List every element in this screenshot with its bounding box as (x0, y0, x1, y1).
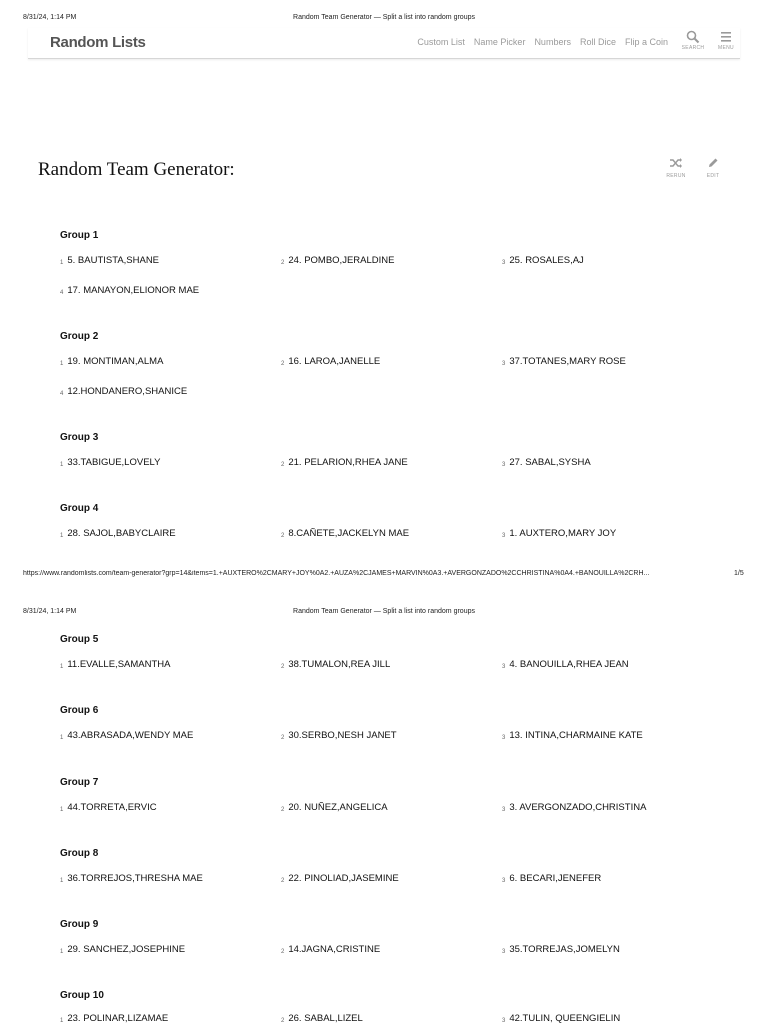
member-name: 37.TOTANES,MARY ROSE (509, 356, 626, 367)
group-member (502, 873, 601, 884)
member-index: 3 (502, 664, 506, 670)
member-index: 3 (502, 878, 506, 884)
menu-icon (720, 30, 732, 44)
group-member (281, 659, 390, 670)
member-name: 44.TORRETA,ERVIC (67, 802, 157, 813)
group-title: Group 5 (60, 634, 99, 645)
group-member (502, 457, 591, 468)
member-index: 3 (502, 533, 506, 539)
member-index: 1 (60, 361, 64, 367)
group-title: Group 7 (60, 777, 99, 788)
group-member (281, 255, 394, 266)
member-index: 1 (60, 533, 64, 539)
member-index: 2 (281, 361, 285, 367)
group-member (60, 873, 203, 884)
member-index: 3 (502, 260, 506, 266)
group-title: Group 2 (60, 331, 99, 342)
group-member (60, 659, 170, 670)
group-member (60, 944, 185, 955)
group-member (281, 356, 380, 367)
group-member (60, 457, 160, 468)
member-index: 4 (60, 290, 64, 296)
group-member (60, 255, 159, 266)
member-index: 1 (60, 878, 64, 884)
member-name: 25. ROSALES,AJ (509, 255, 584, 266)
group-member (502, 802, 646, 813)
group-member (502, 944, 620, 955)
member-index: 3 (502, 1018, 506, 1024)
edit-label: EDIT (706, 173, 720, 179)
member-index: 1 (60, 949, 64, 955)
member-name: 43.ABRASADA,WENDY MAE (67, 730, 194, 741)
group-title: Group 8 (60, 848, 99, 859)
nav-numbers[interactable]: Numbers (534, 37, 571, 47)
group-member (281, 944, 380, 955)
search-icon (686, 30, 700, 44)
member-name: 35.TORREJAS,JOMELYN (509, 944, 620, 955)
member-name: 20. NUÑEZ,ANGELICA (288, 802, 388, 813)
nav-roll-dice[interactable]: Roll Dice (579, 37, 616, 47)
member-name: 42.TULIN, QUEENGIELIN (509, 1013, 621, 1024)
member-index: 2 (281, 1018, 285, 1024)
member-index: 2 (281, 533, 285, 539)
member-index: 1 (60, 735, 64, 741)
member-name: 38.TUMALON,REA JILL (288, 659, 391, 670)
group-member (281, 528, 409, 539)
member-index: 3 (502, 361, 506, 367)
group-member (502, 730, 643, 741)
member-name: 1. AUXTERO,MARY JOY (509, 528, 617, 539)
group-title: Group 10 (60, 990, 104, 1001)
member-index: 2 (281, 949, 285, 955)
group-member (281, 1013, 363, 1024)
edit-button[interactable] (699, 157, 727, 179)
group-member (60, 528, 176, 539)
group-member (281, 802, 388, 813)
group-member (60, 356, 163, 367)
member-index: 3 (502, 949, 506, 955)
member-index: 1 (60, 807, 64, 813)
print-date: 8/31/24, 1:14 PM (23, 14, 77, 21)
member-name: 27. SABAL,SYSHA (509, 457, 591, 468)
member-index: 3 (502, 462, 506, 468)
member-name: 3. AVERGONZADO,CHRISTINA (509, 802, 647, 813)
member-name: 17. MANAYON,ELIONOR MAE (67, 285, 200, 296)
member-name: 19. MONTIMAN,ALMA (67, 356, 164, 367)
member-name: 26. SABAL,LIZEL (288, 1013, 363, 1024)
menu-label: MENU (718, 45, 734, 51)
member-name: 24. POMBO,JERALDINE (288, 255, 395, 266)
nav-flip-a-coin[interactable]: Flip a Coin (624, 37, 668, 47)
group-member (60, 802, 157, 813)
menu-button[interactable] (711, 30, 741, 51)
member-index: 1 (60, 1018, 64, 1024)
member-index: 1 (60, 664, 64, 670)
print-url: https://www.randomlists.com/team-generator?grp=14&items=1.+AUXTERO%2CMARY+JOY%0A2.+AUZA%2CJAMES+MARVIN%0A3.+AVERGONZADO%2CCHRISTINA%0A4.+BANOUILLA%2CRH... (23, 570, 650, 577)
site-header (28, 28, 740, 59)
rerun-button[interactable] (662, 157, 690, 179)
member-name: 13. INTINA,CHARMAINE KATE (509, 730, 643, 741)
print-date: 8/31/24, 1:14 PM (23, 608, 77, 615)
member-name: 14.JAGNA,CRISTINE (288, 944, 381, 955)
nav-name-picker[interactable]: Name Picker (473, 37, 526, 47)
member-name: 36.TORREJOS,THRESHA MAE (67, 873, 203, 884)
member-name: 22. PINOLIAD,JASEMINE (288, 873, 399, 884)
member-index: 2 (281, 664, 285, 670)
print-title: Random Team Generator — Split a list into random groups (293, 14, 475, 21)
member-name: 33.TABIGUE,LOVELY (67, 457, 161, 468)
print-header (0, 14, 768, 28)
print-title: Random Team Generator — Split a list into random groups (293, 608, 475, 615)
group-member (60, 730, 193, 741)
group-member (502, 255, 584, 266)
member-index: 2 (281, 807, 285, 813)
member-index: 1 (60, 260, 64, 266)
main-nav (417, 37, 668, 47)
member-index: 2 (281, 878, 285, 884)
site-logo[interactable]: Random Lists (50, 34, 146, 51)
group-member (60, 285, 199, 296)
member-name: 4. BANOUILLA,RHEA JEAN (509, 659, 629, 670)
group-title: Group 1 (60, 230, 99, 241)
member-index: 2 (281, 260, 285, 266)
member-index: 2 (281, 462, 285, 468)
search-label: SEARCH (681, 45, 705, 51)
nav-custom-list[interactable]: Custom List (417, 37, 465, 47)
group-member (502, 528, 616, 539)
group-member (502, 1013, 620, 1024)
member-name: 21. PELARION,RHEA JANE (288, 457, 408, 468)
member-name: 6. BECARI,JENEFER (509, 873, 602, 884)
member-name: 11.EVALLE,SAMANTHA (67, 659, 171, 670)
group-member (60, 1013, 168, 1024)
member-name: 8.CAÑETE,JACKELYN MAE (288, 528, 410, 539)
member-name: 30.SERBO,NESH JANET (288, 730, 397, 741)
member-index: 3 (502, 735, 506, 741)
member-index: 3 (502, 807, 506, 813)
print-page-number: 1/5 (734, 570, 744, 577)
print-header (0, 608, 768, 622)
search-button[interactable] (678, 30, 708, 51)
group-member (502, 356, 626, 367)
group-title: Group 3 (60, 432, 99, 443)
group-member (60, 386, 187, 397)
page-title: Random Team Generator: (38, 159, 235, 180)
member-name: 29. SANCHEZ,JOSEPHINE (67, 944, 186, 955)
pencil-icon (707, 157, 719, 169)
group-title: Group 9 (60, 919, 99, 930)
member-name: 5. BAUTISTA,SHANE (67, 255, 160, 266)
group-title: Group 4 (60, 503, 99, 514)
member-name: 28. SAJOL,BABYCLAIRE (67, 528, 176, 539)
group-member (502, 659, 629, 670)
group-member (281, 873, 399, 884)
group-member (281, 730, 397, 741)
member-name: 12.HONDANERO,SHANICE (67, 386, 188, 397)
group-member (281, 457, 408, 468)
group-title: Group 6 (60, 705, 99, 716)
rerun-label: RERUN (666, 173, 686, 179)
shuffle-icon (669, 157, 683, 169)
member-name: 16. LAROA,JANELLE (288, 356, 381, 367)
member-index: 1 (60, 462, 64, 468)
member-index: 2 (281, 735, 285, 741)
member-name: 23. POLINAR,LIZAMAE (67, 1013, 169, 1024)
member-index: 4 (60, 391, 64, 397)
